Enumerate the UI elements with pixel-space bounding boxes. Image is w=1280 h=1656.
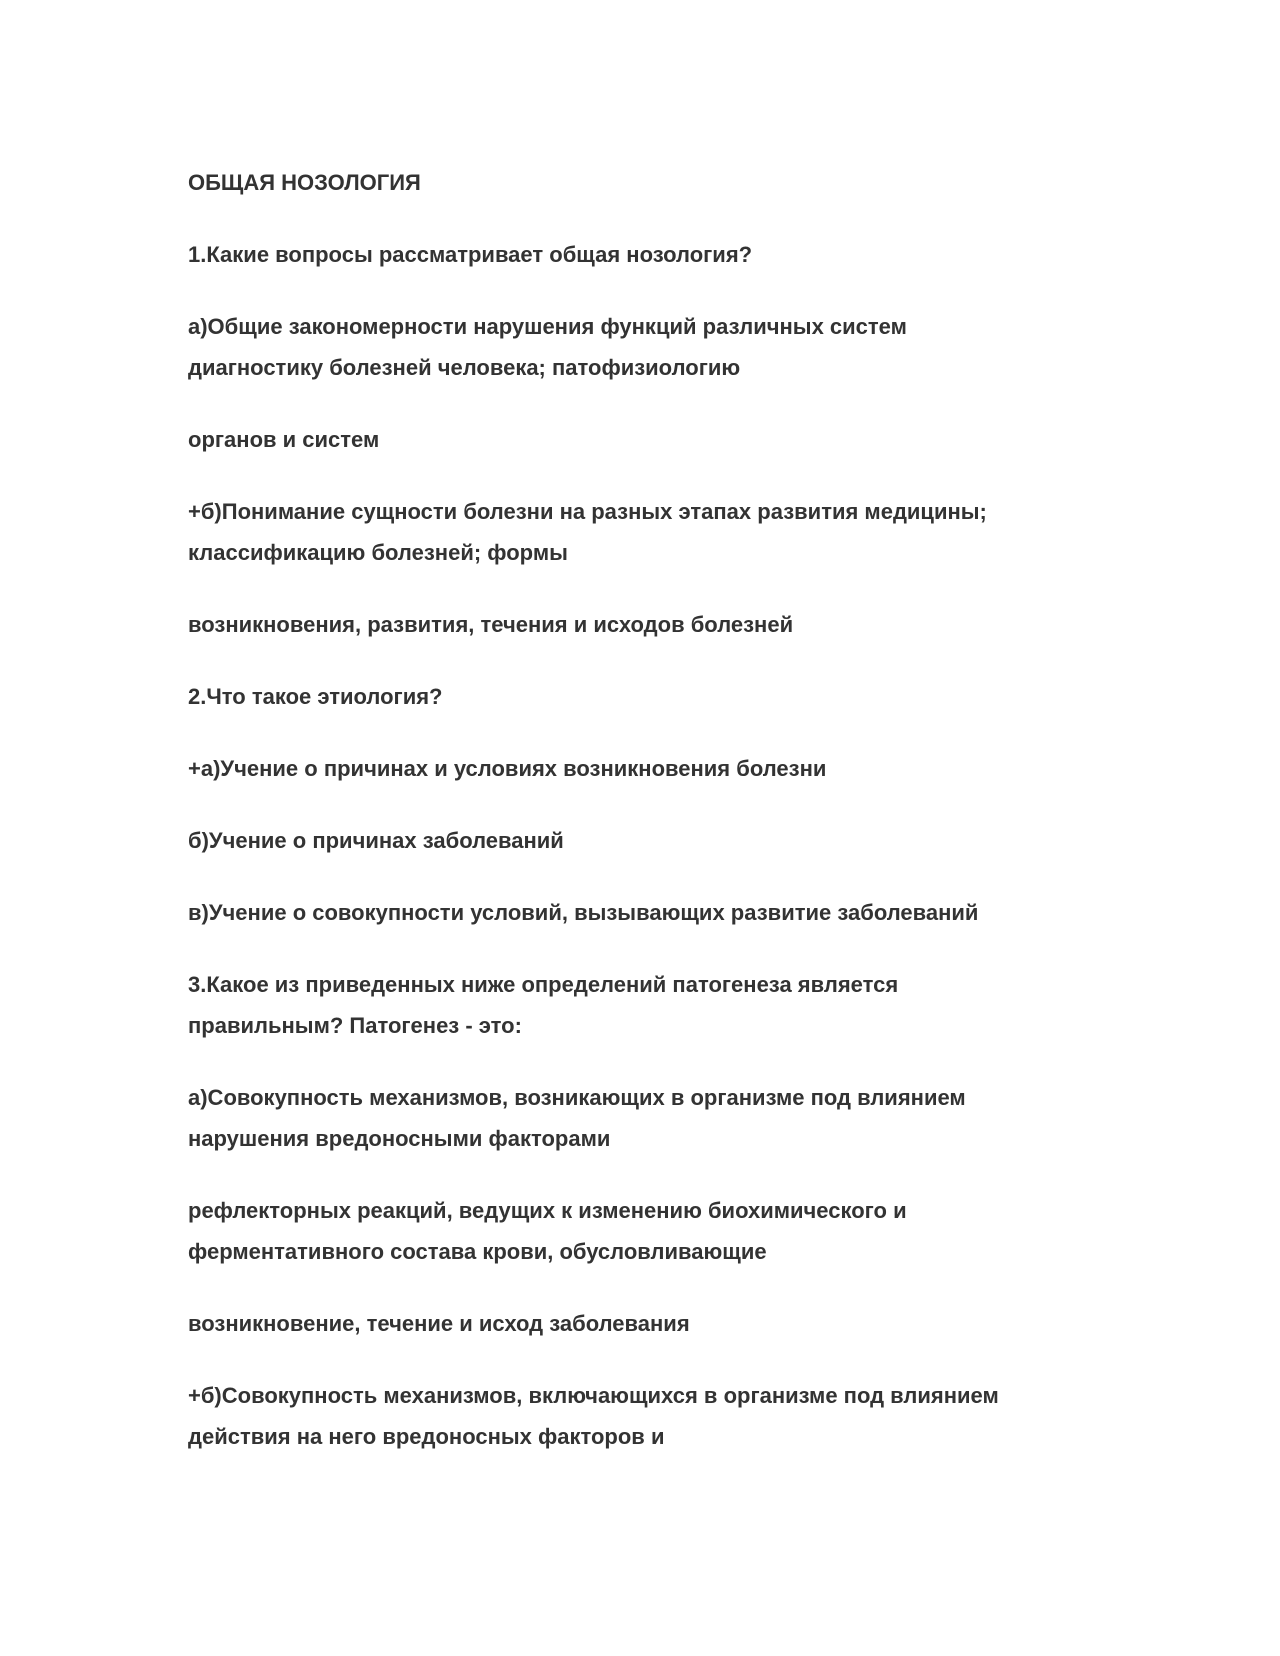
paragraph: [188, 820, 1088, 861]
document-title: [188, 162, 1088, 203]
text-line: +а)Учение о причинах и условиях возникновения болезни: [188, 756, 827, 781]
paragraph: [188, 234, 1088, 275]
text-line: б)Учение о причинах заболеваний: [188, 828, 564, 853]
paragraph: [188, 419, 1088, 460]
text-line: +б)Совокупность механизмов, включающихся в организме под влиянием: [188, 1383, 999, 1408]
paragraph: [188, 964, 1088, 1046]
paragraph: [188, 1077, 1088, 1159]
text-line: в)Учение о совокупности условий, вызывающих развитие заболеваний: [188, 900, 979, 925]
text-line: +б)Понимание сущности болезни на разных этапах развития медицины;: [188, 499, 987, 524]
text-line: диагностику болезней человека; патофизиологию: [188, 355, 741, 380]
paragraph: [188, 748, 1088, 789]
text-line: классификацию болезней; формы: [188, 540, 568, 565]
paragraph: [188, 1375, 1088, 1457]
text-line: возникновение, течение и исход заболевания: [188, 1311, 690, 1336]
paragraph: [188, 892, 1088, 933]
text-line: 3.Какое из приведенных ниже определений патогенеза является: [188, 972, 899, 997]
text-line: а)Общие закономерности нарушения функций различных систем: [188, 314, 907, 339]
paragraph: [188, 306, 1088, 388]
paragraph: [188, 1190, 1088, 1272]
text-line: правильным? Патогенез - это:: [188, 1013, 522, 1038]
document-body: [188, 162, 1088, 1488]
text-line: возникновения, развития, течения и исходов болезней: [188, 612, 794, 637]
text-line: ОБЩАЯ НОЗОЛОГИЯ: [188, 170, 421, 195]
text-line: ферментативного состава крови, обусловливающие: [188, 1239, 767, 1264]
text-line: 2.Что такое этиология?: [188, 684, 443, 709]
text-line: а)Совокупность механизмов, возникающих в организме под влиянием: [188, 1085, 966, 1110]
paragraph: [188, 604, 1088, 645]
text-line: рефлекторных реакций, ведущих к изменению биохимического и: [188, 1198, 907, 1223]
text-line: нарушения вредоносными факторами: [188, 1126, 611, 1151]
paragraph: [188, 1303, 1088, 1344]
text-line: 1.Какие вопросы рассматривает общая нозология?: [188, 242, 753, 267]
paragraph: [188, 491, 1088, 573]
text-line: действия на него вредоносных факторов и: [188, 1424, 665, 1449]
text-line: органов и систем: [188, 427, 380, 452]
paragraph: [188, 676, 1088, 717]
